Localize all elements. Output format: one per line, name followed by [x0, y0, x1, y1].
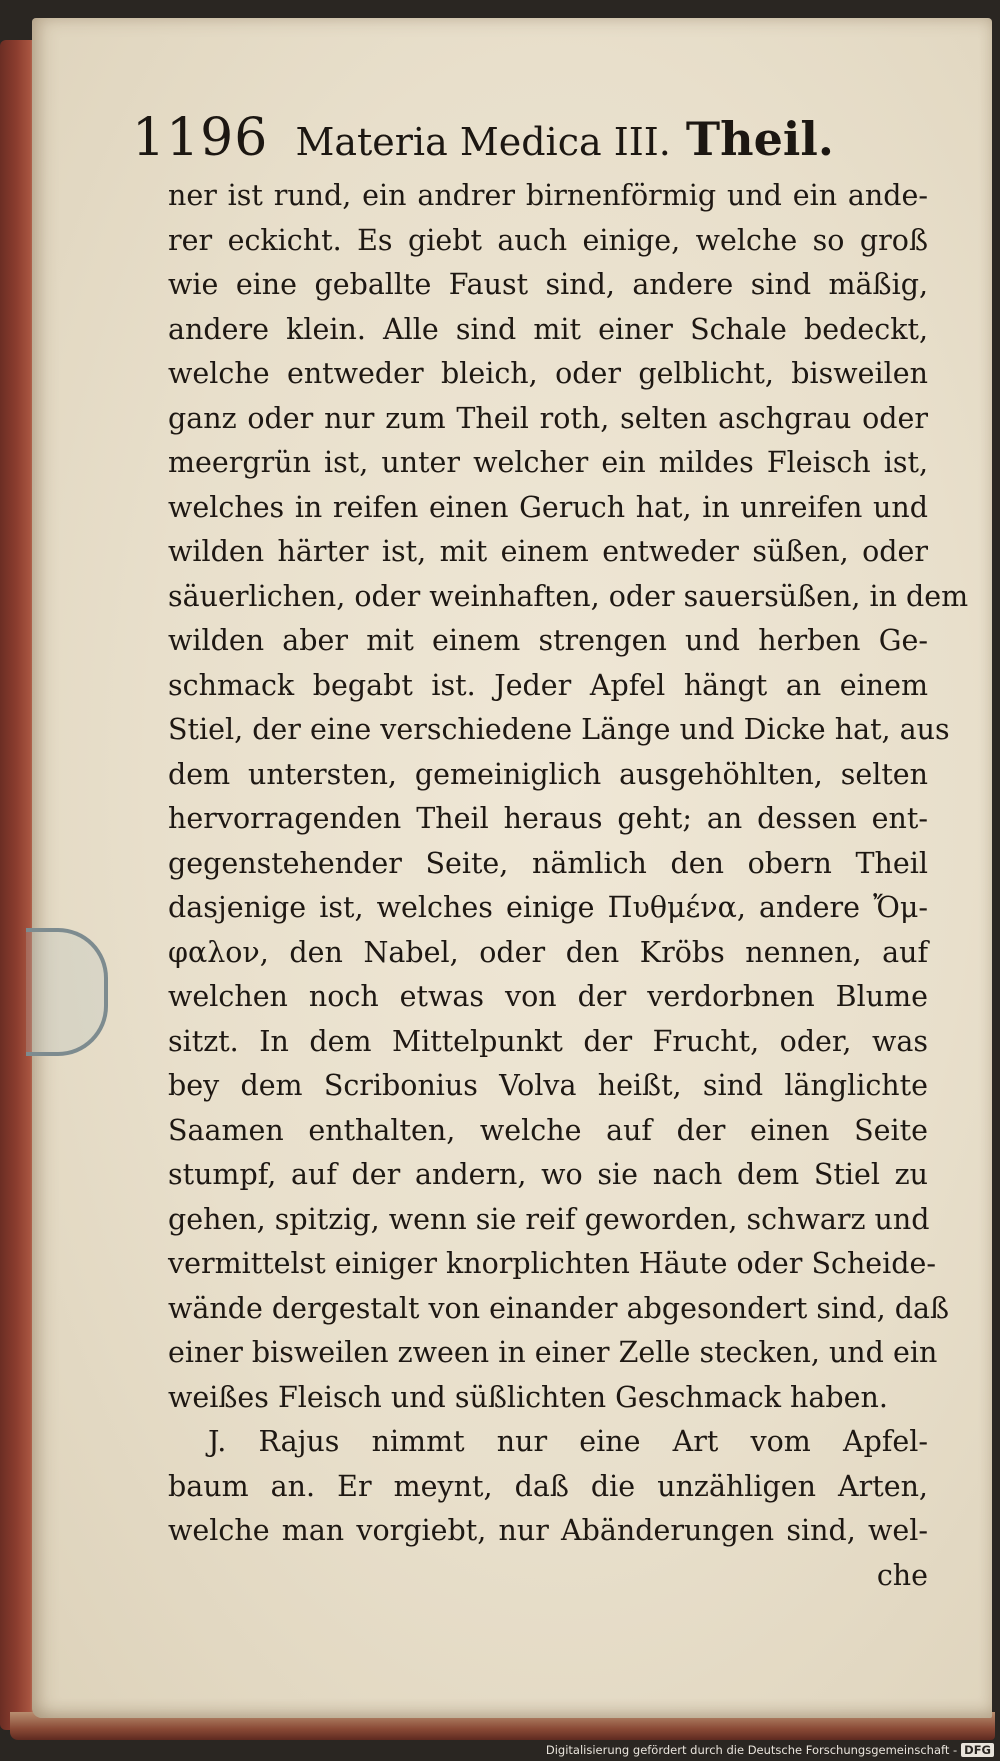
text-line: gehen, spitzig, wenn sie reif geworden, schwarz und	[168, 1202, 930, 1236]
dfg-logo: DFG	[961, 1743, 994, 1757]
text-line: wilden härter ist, mit einem entweder süßen, oder	[168, 535, 928, 568]
text-line: wie eine geballte Faust sind, andere sind mäßig,	[168, 268, 928, 301]
text-line: baum an. Er meynt, daß die unzähligen Arten,	[168, 1469, 928, 1503]
text-line: andere klein. Alle sind mit einer Schale bedeckt,	[168, 312, 928, 346]
text-line: ner ist rund, ein andrer birnenförmig und ein ande-	[168, 179, 928, 212]
text-line: einer bisweilen zween in einer Zelle stecken, und ein	[168, 1336, 938, 1369]
text-line: welche man vorgiebt, nur Abänderungen sind, wel-	[168, 1514, 928, 1547]
digitization-credit	[546, 1743, 994, 1757]
text-line: wilden aber mit einem strengen und herben Ge-	[168, 624, 928, 657]
text-line: rer eckicht. Es giebt auch einige, welche so groß	[168, 223, 928, 257]
running-title-part: Theil.	[685, 112, 834, 166]
text-line: Saamen enthalten, welche auf der einen Seite	[168, 1113, 928, 1147]
text-line: gegenstehender Seite, nämlich den obern Theil	[168, 846, 928, 880]
text-line: meergrün ist, unter welcher ein mildes Fleisch ist,	[168, 446, 928, 479]
body-text	[168, 174, 969, 1598]
text-line: Stiel, der eine verschiedene Länge und Dicke hat, aus	[168, 713, 950, 746]
text-line: hervorragenden Theil heraus geht; an dessen ent-	[168, 802, 928, 835]
text-line: schmack begabt ist. Jeder Apfel hängt an einem	[168, 668, 928, 702]
text-line: vermittelst einiger knorplichten Häute oder Scheide-	[168, 1247, 937, 1280]
text-line: dem untersten, gemeiniglich ausgehöhlten, selten	[168, 757, 928, 791]
text-line: weißes Fleisch und süßlichten Geschmack haben.	[168, 1380, 888, 1414]
text-line: säuerlichen, oder weinhaften, oder sauersüßen, in dem	[168, 579, 969, 613]
page-header	[132, 108, 912, 168]
catchword: che	[876, 1558, 928, 1592]
text-line: ganz oder nur zum Theil roth, selten aschgrau oder	[168, 401, 928, 435]
text-line: bey dem Scribonius Volva heißt, sind länglichte	[168, 1069, 928, 1102]
text-line: welchen noch etwas von der verdorbnen Blume	[168, 980, 928, 1013]
text-line: welche entweder bleich, oder gelblicht, bisweilen	[168, 357, 928, 390]
running-title: Materia Medica III.	[295, 120, 671, 164]
text-line: sitzt. In dem Mittelpunkt der Frucht, oder, was	[168, 1024, 928, 1058]
text-line: wände dergestalt von einander abgesondert sind, daß	[168, 1291, 950, 1325]
page-number: 1196	[132, 108, 269, 168]
text-line: φαλον, den Nabel, oder den Kröbs nennen, auf	[168, 935, 928, 969]
paragraph-start-line: J. Rajus nimmt nur eine Art vom Apfel-	[208, 1425, 928, 1458]
text-line: dasjenige ist, welches einige Πυθμένα, andere Ὄμ-	[168, 891, 928, 924]
page-clip	[26, 928, 108, 1056]
credit-text: Digitalisierung gefördert durch die Deutsche Forschungsgemeinschaft -	[545, 1743, 958, 1757]
text-line: welches in reifen einen Geruch hat, in unreifen und	[168, 490, 928, 524]
text-line: stumpf, auf der andern, wo sie nach dem Stiel zu	[168, 1158, 928, 1191]
